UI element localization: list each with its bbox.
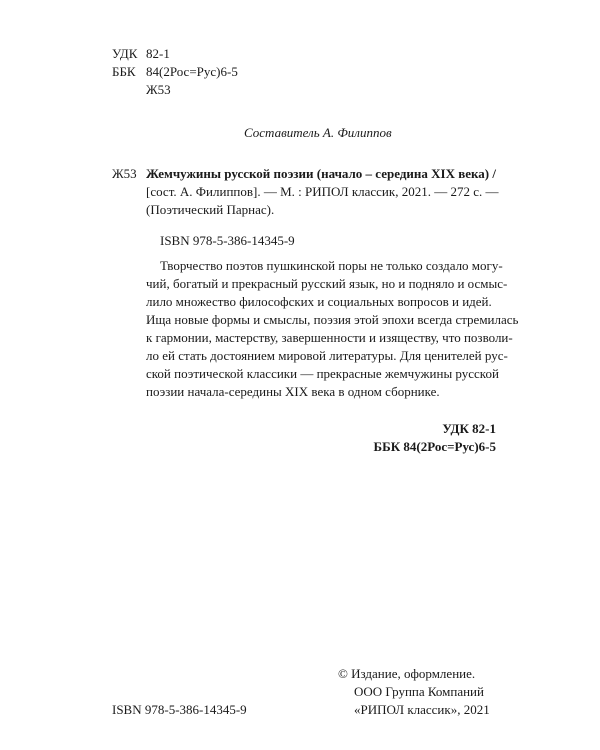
bibliographic-line-3: (Поэтический Парнас).	[146, 202, 275, 217]
annotation-line-3: лило множество философских и социальных вопросов и идей.	[146, 294, 492, 309]
isbn-footer: ISBN 978-5-386-14345-9	[112, 702, 247, 717]
annotation-line-6: ло ей стать достоянием мировой литературы. Для ценителей рус-	[146, 348, 508, 363]
book-title-line: Жемчужины русской поэзии (начало – середина XIX века) /	[146, 166, 496, 181]
annotation-line-8: поэзии начала-середины XIX века в одном сборнике.	[146, 384, 440, 399]
annotation-line-4: Ища новые формы и смыслы, поэзия этой эпохи всегда стремилась	[146, 312, 519, 327]
bibliographic-line-2: [сост. А. Филиппов]. — М. : РИПОЛ классик, 2021. — 272 с. —	[146, 184, 499, 199]
annotation-line-2: чий, богатый и прекрасный русский язык, но и подняло и осмыс-	[146, 276, 508, 291]
author-mark-top: Ж53	[146, 82, 171, 97]
udk-label: УДК	[112, 46, 138, 61]
annotation-line-1: Творчество поэтов пушкинской поры не только создало могу-	[160, 258, 503, 273]
bbk-bottom: ББК 84(2Рос=Рус)6-5	[373, 439, 496, 454]
compiler-line: Составитель А. Филиппов	[244, 125, 392, 140]
copyright-line-1: © Издание, оформление.	[338, 666, 476, 681]
bbk-label: ББК	[112, 64, 136, 79]
udk-value: 82-1	[146, 46, 170, 61]
annotation-line-5: к гармонии, мастерству, завершенности и изяществу, что позволи-	[146, 330, 513, 345]
bbk-value: 84(2Рос=Рус)6-5	[146, 64, 238, 79]
copyright-line-3: «РИПОЛ классик», 2021	[354, 702, 490, 717]
author-mark: Ж53	[112, 166, 137, 181]
annotation-line-7: ской поэтической классики — прекрасные жемчужины русской	[146, 366, 499, 381]
copyright-line-2: ООО Группа Компаний	[354, 684, 484, 699]
isbn-main: ISBN 978-5-386-14345-9	[160, 233, 295, 248]
udk-bottom: УДК 82-1	[442, 421, 496, 436]
